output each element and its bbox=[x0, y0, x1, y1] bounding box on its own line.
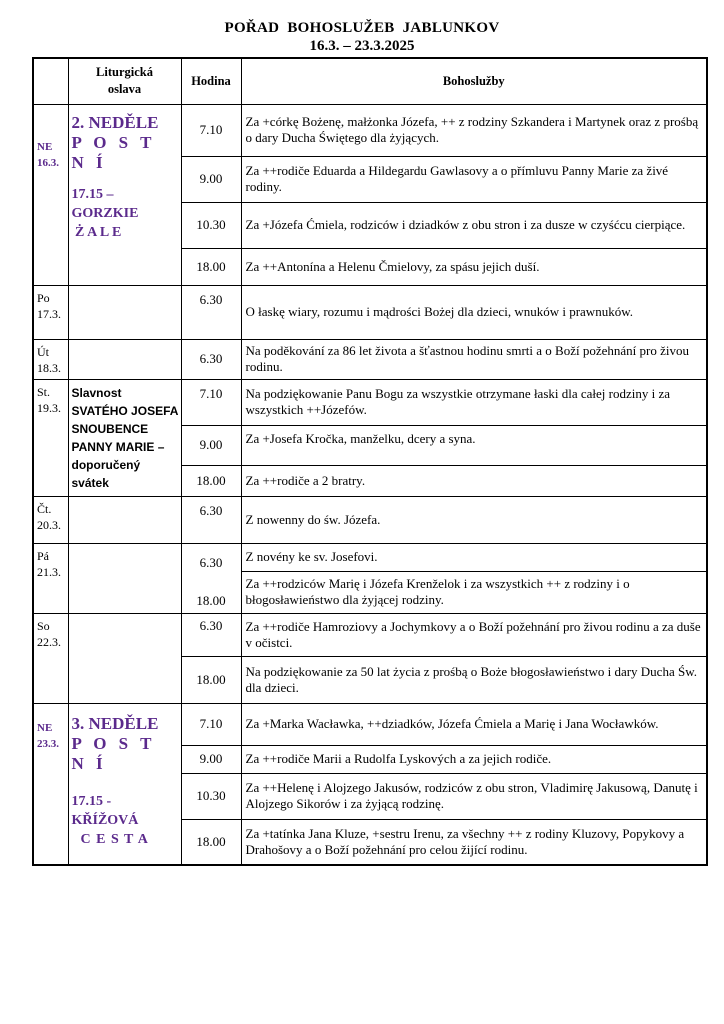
hour-cell: 9.00 bbox=[181, 425, 241, 465]
sunday-subtitle: P O S T N Í bbox=[71, 132, 156, 172]
hour-cell: 18.00 bbox=[181, 819, 241, 865]
afternoon-service: 17.15 – GORZKIE bbox=[71, 186, 139, 221]
intention-cell: Na podziękowanie za 50 lat życia z prośbą o Boże błogosławieństwo i dary Ducha Św. dla dzieci. bbox=[241, 656, 707, 703]
afternoon-service-name: Ż A L E bbox=[71, 224, 122, 240]
hour-cell: 9.00 bbox=[181, 156, 241, 202]
day-cell bbox=[33, 379, 68, 496]
day-abbr: St. bbox=[37, 384, 51, 399]
intention-cell: Za ++rodiče Hamroziovy a Jochymkovy a o Boží požehnání pro živou rodinu a za duše v očistci. bbox=[241, 613, 707, 656]
day-abbr: Po bbox=[37, 290, 50, 305]
hour-cell: 6.30 bbox=[181, 613, 241, 656]
intention-cell: Za +Marka Wacławka, ++dziadków, Józefa Ćmiela a Marię i Jana Wocławków. bbox=[241, 703, 707, 745]
intention-cell: Na poděkování za 86 let života a šťastnou hodinu smrti a o Boží požehnání pro živou rodinu. bbox=[241, 339, 707, 379]
intention-cell: Za ++rodiče Marii a Rudolfa Lyskových a za jejich rodiče. bbox=[241, 745, 707, 773]
table-row bbox=[33, 703, 707, 745]
table-row bbox=[33, 496, 707, 543]
hour-cell: 18.00 bbox=[181, 248, 241, 285]
hour-cell: 18.00 bbox=[181, 465, 241, 496]
day-abbr: Pá bbox=[37, 548, 49, 563]
day-cell bbox=[33, 104, 68, 285]
table-row bbox=[33, 543, 707, 571]
hour-cell: 7.10 bbox=[181, 104, 241, 156]
table-header-row bbox=[33, 58, 707, 104]
intention-cell: Za ++rodziców Marię i Józefa Krenželok i za wszystkich ++ z rodziny i o błogosławieństwo dla żyjącej rodziny. bbox=[241, 571, 707, 613]
page-title: POŘAD BOHOSLUŽEB JABLUNKOV bbox=[224, 20, 500, 36]
celebration-cell bbox=[68, 543, 181, 613]
schedule-table bbox=[32, 57, 708, 866]
intention-cell: Z nowenny do św. Józefa. bbox=[241, 496, 707, 543]
col-hour-header: Hodina bbox=[181, 58, 241, 104]
day-cell bbox=[33, 543, 68, 613]
celebration-cell bbox=[68, 339, 181, 379]
intention-cell: Za +Józefa Ćmiela, rodziców i dziadków z obu stron i za dusze w czyśćcu cierpiące. bbox=[241, 202, 707, 248]
day-date: 23.3. bbox=[37, 737, 59, 750]
hour-cell: 18.00 bbox=[181, 571, 241, 613]
hour-cell: 10.30 bbox=[181, 773, 241, 819]
celebration-cell bbox=[68, 496, 181, 543]
intention-cell: Za ++rodiče Eduarda a Hildegardu Gawlasovy a o přímluvu Panny Marie za živé rodiny. bbox=[241, 156, 707, 202]
day-abbr: NE bbox=[37, 721, 53, 734]
sunday-subtitle: P O S T N Í bbox=[71, 733, 156, 773]
date-range: 16.3. – 23.3.2025 bbox=[309, 38, 415, 54]
intention-cell: Za ++Antonína a Helenu Čmielovy, za spásu jejich duší. bbox=[241, 248, 707, 285]
intention-cell: Za +tatínka Jana Kluze, +sestru Irenu, za všechny ++ z rodiny Kluzovy, Popykovy a Drahošovy a o Boží požehnání pro celou žijící rodinu. bbox=[241, 819, 707, 865]
day-date: 21.3. bbox=[37, 564, 61, 579]
celebration-cell bbox=[68, 285, 181, 339]
day-cell bbox=[33, 703, 68, 865]
table-row bbox=[33, 379, 707, 425]
day-abbr: So bbox=[37, 618, 50, 633]
hour-cell: 6.30 bbox=[181, 339, 241, 379]
col-celebration-header: Liturgická oslava bbox=[68, 58, 181, 104]
table-row bbox=[33, 104, 707, 156]
col-services-header: Bohoslužby bbox=[241, 58, 707, 104]
afternoon-service: 17.15 - KŘÍŽOVÁ bbox=[71, 793, 139, 828]
intention-cell: Za +Josefa Kročka, manželku, dcery a syna. bbox=[241, 425, 707, 465]
intention-cell: Za +córkę Bożenę, małżonka Józefa, ++ z rodziny Szkandera i Martynek oraz z prośbą o dary Ducha Świętego dla żyjących. bbox=[241, 104, 707, 156]
intention-cell: O łaskę wiary, rozumu i mądrości Bożej dla dzieci, wnuków i prawnuków. bbox=[241, 285, 707, 339]
hour-cell: 6.30 bbox=[181, 543, 241, 571]
table-row bbox=[33, 339, 707, 379]
hour-cell: 7.10 bbox=[181, 703, 241, 745]
day-date: 17.3. bbox=[37, 306, 61, 321]
hour-cell: 6.30 bbox=[181, 285, 241, 339]
sunday-title: 3. NEDĚLE bbox=[71, 713, 159, 733]
hour-cell: 18.00 bbox=[181, 656, 241, 703]
feast-cell: Slavnost SVATÉHO JOSEFA SNOUBENCE PANNY MARIE – doporučený svátek bbox=[68, 379, 181, 496]
hour-cell: 9.00 bbox=[181, 745, 241, 773]
intention-cell: Za ++Helenę i Alojzego Jakusów, rodziców z obu stron, Vladimirę Jakusową, Danutę i Alojzego Sikorów i za żyjącą rodzinę. bbox=[241, 773, 707, 819]
day-abbr: NE bbox=[37, 140, 53, 153]
celebration-cell bbox=[68, 104, 181, 285]
table-row bbox=[33, 285, 707, 339]
hour-cell: 10.30 bbox=[181, 202, 241, 248]
sunday-title: 2. NEDĚLE bbox=[71, 112, 159, 132]
day-cell bbox=[33, 613, 68, 703]
celebration-cell bbox=[68, 613, 181, 703]
hour-cell: 6.30 bbox=[181, 496, 241, 543]
day-cell bbox=[33, 496, 68, 543]
day-date: 16.3. bbox=[37, 156, 59, 169]
col-day-header bbox=[33, 58, 68, 104]
intention-cell: Na podziękowanie Panu Bogu za wszystkie otrzymane łaski dla całej rodziny i za wszystkich ++Józefów. bbox=[241, 379, 707, 425]
celebration-cell bbox=[68, 703, 181, 865]
intention-cell: Za ++rodiče a 2 bratry. bbox=[241, 465, 707, 496]
day-date: 22.3. bbox=[37, 634, 61, 649]
day-date: 19.3. bbox=[37, 400, 61, 415]
day-date: 18.3. bbox=[37, 360, 61, 375]
afternoon-service-name: C E S T A bbox=[71, 831, 149, 847]
table-row bbox=[33, 613, 707, 656]
intention-cell: Z novény ke sv. Josefovi. bbox=[241, 543, 707, 571]
day-cell bbox=[33, 339, 68, 379]
day-date: 20.3. bbox=[37, 517, 61, 532]
day-abbr: Út bbox=[37, 344, 49, 359]
day-abbr: Čt. bbox=[37, 501, 52, 516]
hour-cell: 7.10 bbox=[181, 379, 241, 425]
day-cell bbox=[33, 285, 68, 339]
